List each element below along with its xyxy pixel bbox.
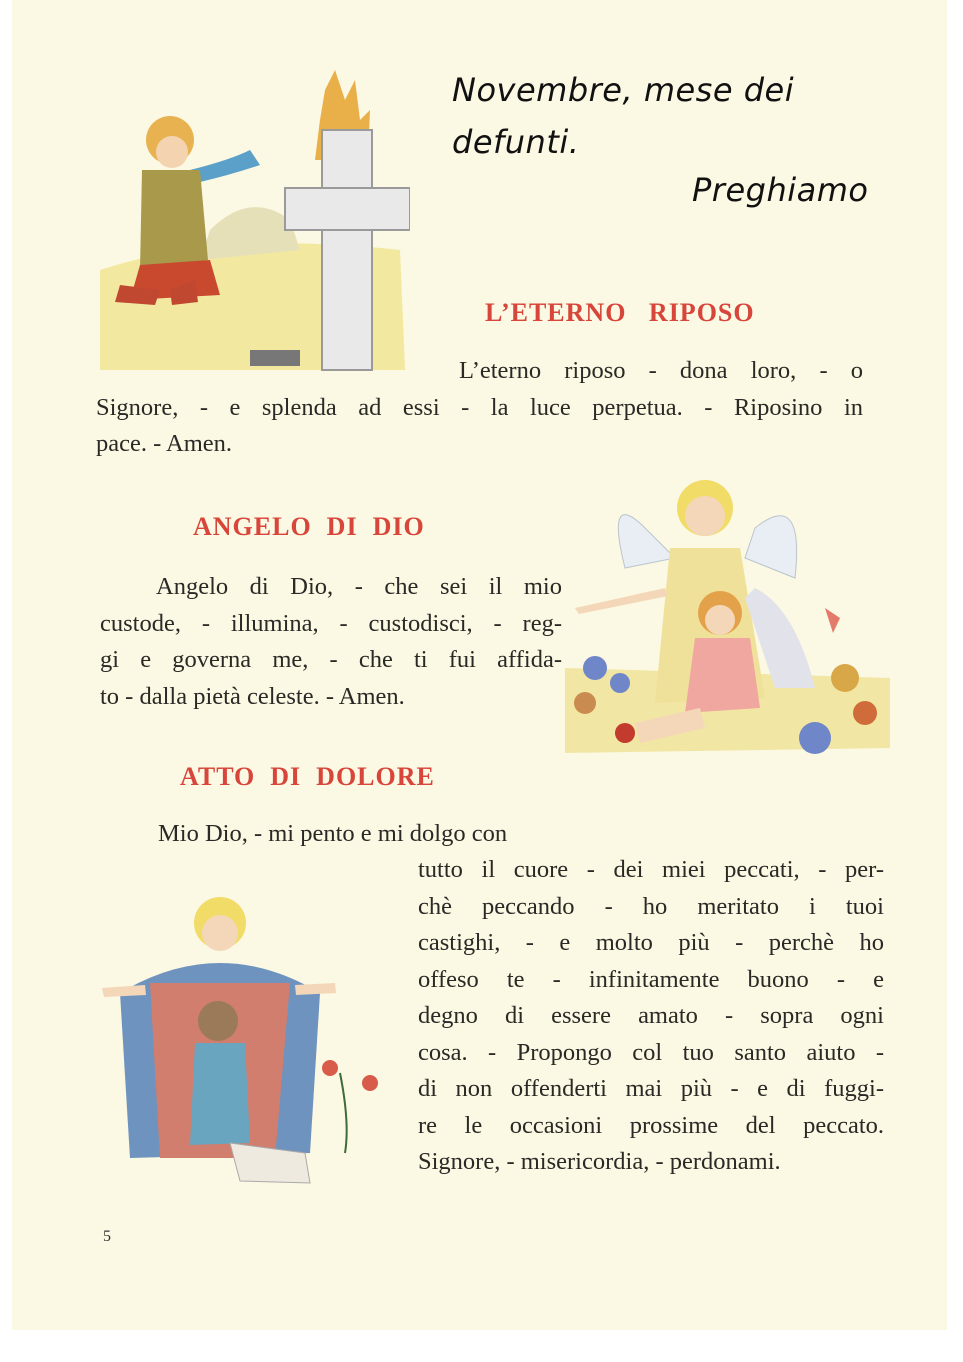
prayer-line: Signore, - e splenda ad essi - la luce perpetua. - Riposino in [96, 393, 863, 421]
prayer-text-eterno-riposo [96, 353, 863, 463]
prayer-line: Mio Dio, - mi pento e mi dolgo con [158, 820, 508, 847]
prayer-first-line-atto-di-dolore [158, 816, 618, 853]
prayer-line: castighi, - e molto più - perchè ho [418, 929, 884, 956]
prayer-title-angelo-di-dio: ANGELO DI DIO [193, 512, 425, 541]
prayer-line: tutto il cuore - dei miei peccati, - per- [418, 856, 884, 883]
prayer-title-eterno-riposo: L’ETERNO RIPOSO [485, 298, 755, 327]
prayer-line: di non offenderti mai più - e di fuggi- [418, 1075, 884, 1102]
prayer-line: custode, - illumina, - custodisci, - reg- [100, 609, 562, 637]
prayer-text-atto-di-dolore [418, 852, 884, 1181]
prayer-line: Angelo di Dio, - che sei il mio [156, 573, 562, 600]
page-number: 5 [103, 1228, 111, 1245]
prayer-title-atto-di-dolore: ATTO DI DOLORE [180, 762, 435, 791]
prayer-line: Signore, - misericordia, - perdonami. [418, 1148, 781, 1175]
prayer-line: chè peccando - ho meritato i tuoi [418, 892, 884, 920]
prayer-line: to - dalla pietà celeste. - Amen. [100, 682, 405, 710]
note-line-2: defunti. [452, 123, 580, 161]
note-line-1: Novembre, mese dei [452, 71, 795, 109]
guardian-angel-illustration [565, 468, 890, 773]
prayer-line: L’eterno riposo - dona loro, - o [459, 357, 863, 384]
prayer-line: cosa. - Propongo col tuo santo aiuto - [418, 1038, 884, 1066]
prayer-line: pace. - Amen. [96, 430, 233, 457]
madonna-with-child-illustration [100, 893, 390, 1203]
prayer-line: offeso te - infinitamente buono - e [418, 965, 884, 993]
prayer-line: re le occasioni prossime del peccato. [418, 1111, 884, 1139]
prayer-line: gi e governa me, - che ti fui affida- [100, 646, 562, 673]
praying-child-at-cross-illustration [100, 70, 410, 375]
prayer-text-angelo-di-dio [100, 569, 562, 715]
note-line-3: Preghiamo [692, 171, 869, 209]
prayer-line: degno di essere amato - sopra ogni [418, 1002, 884, 1029]
